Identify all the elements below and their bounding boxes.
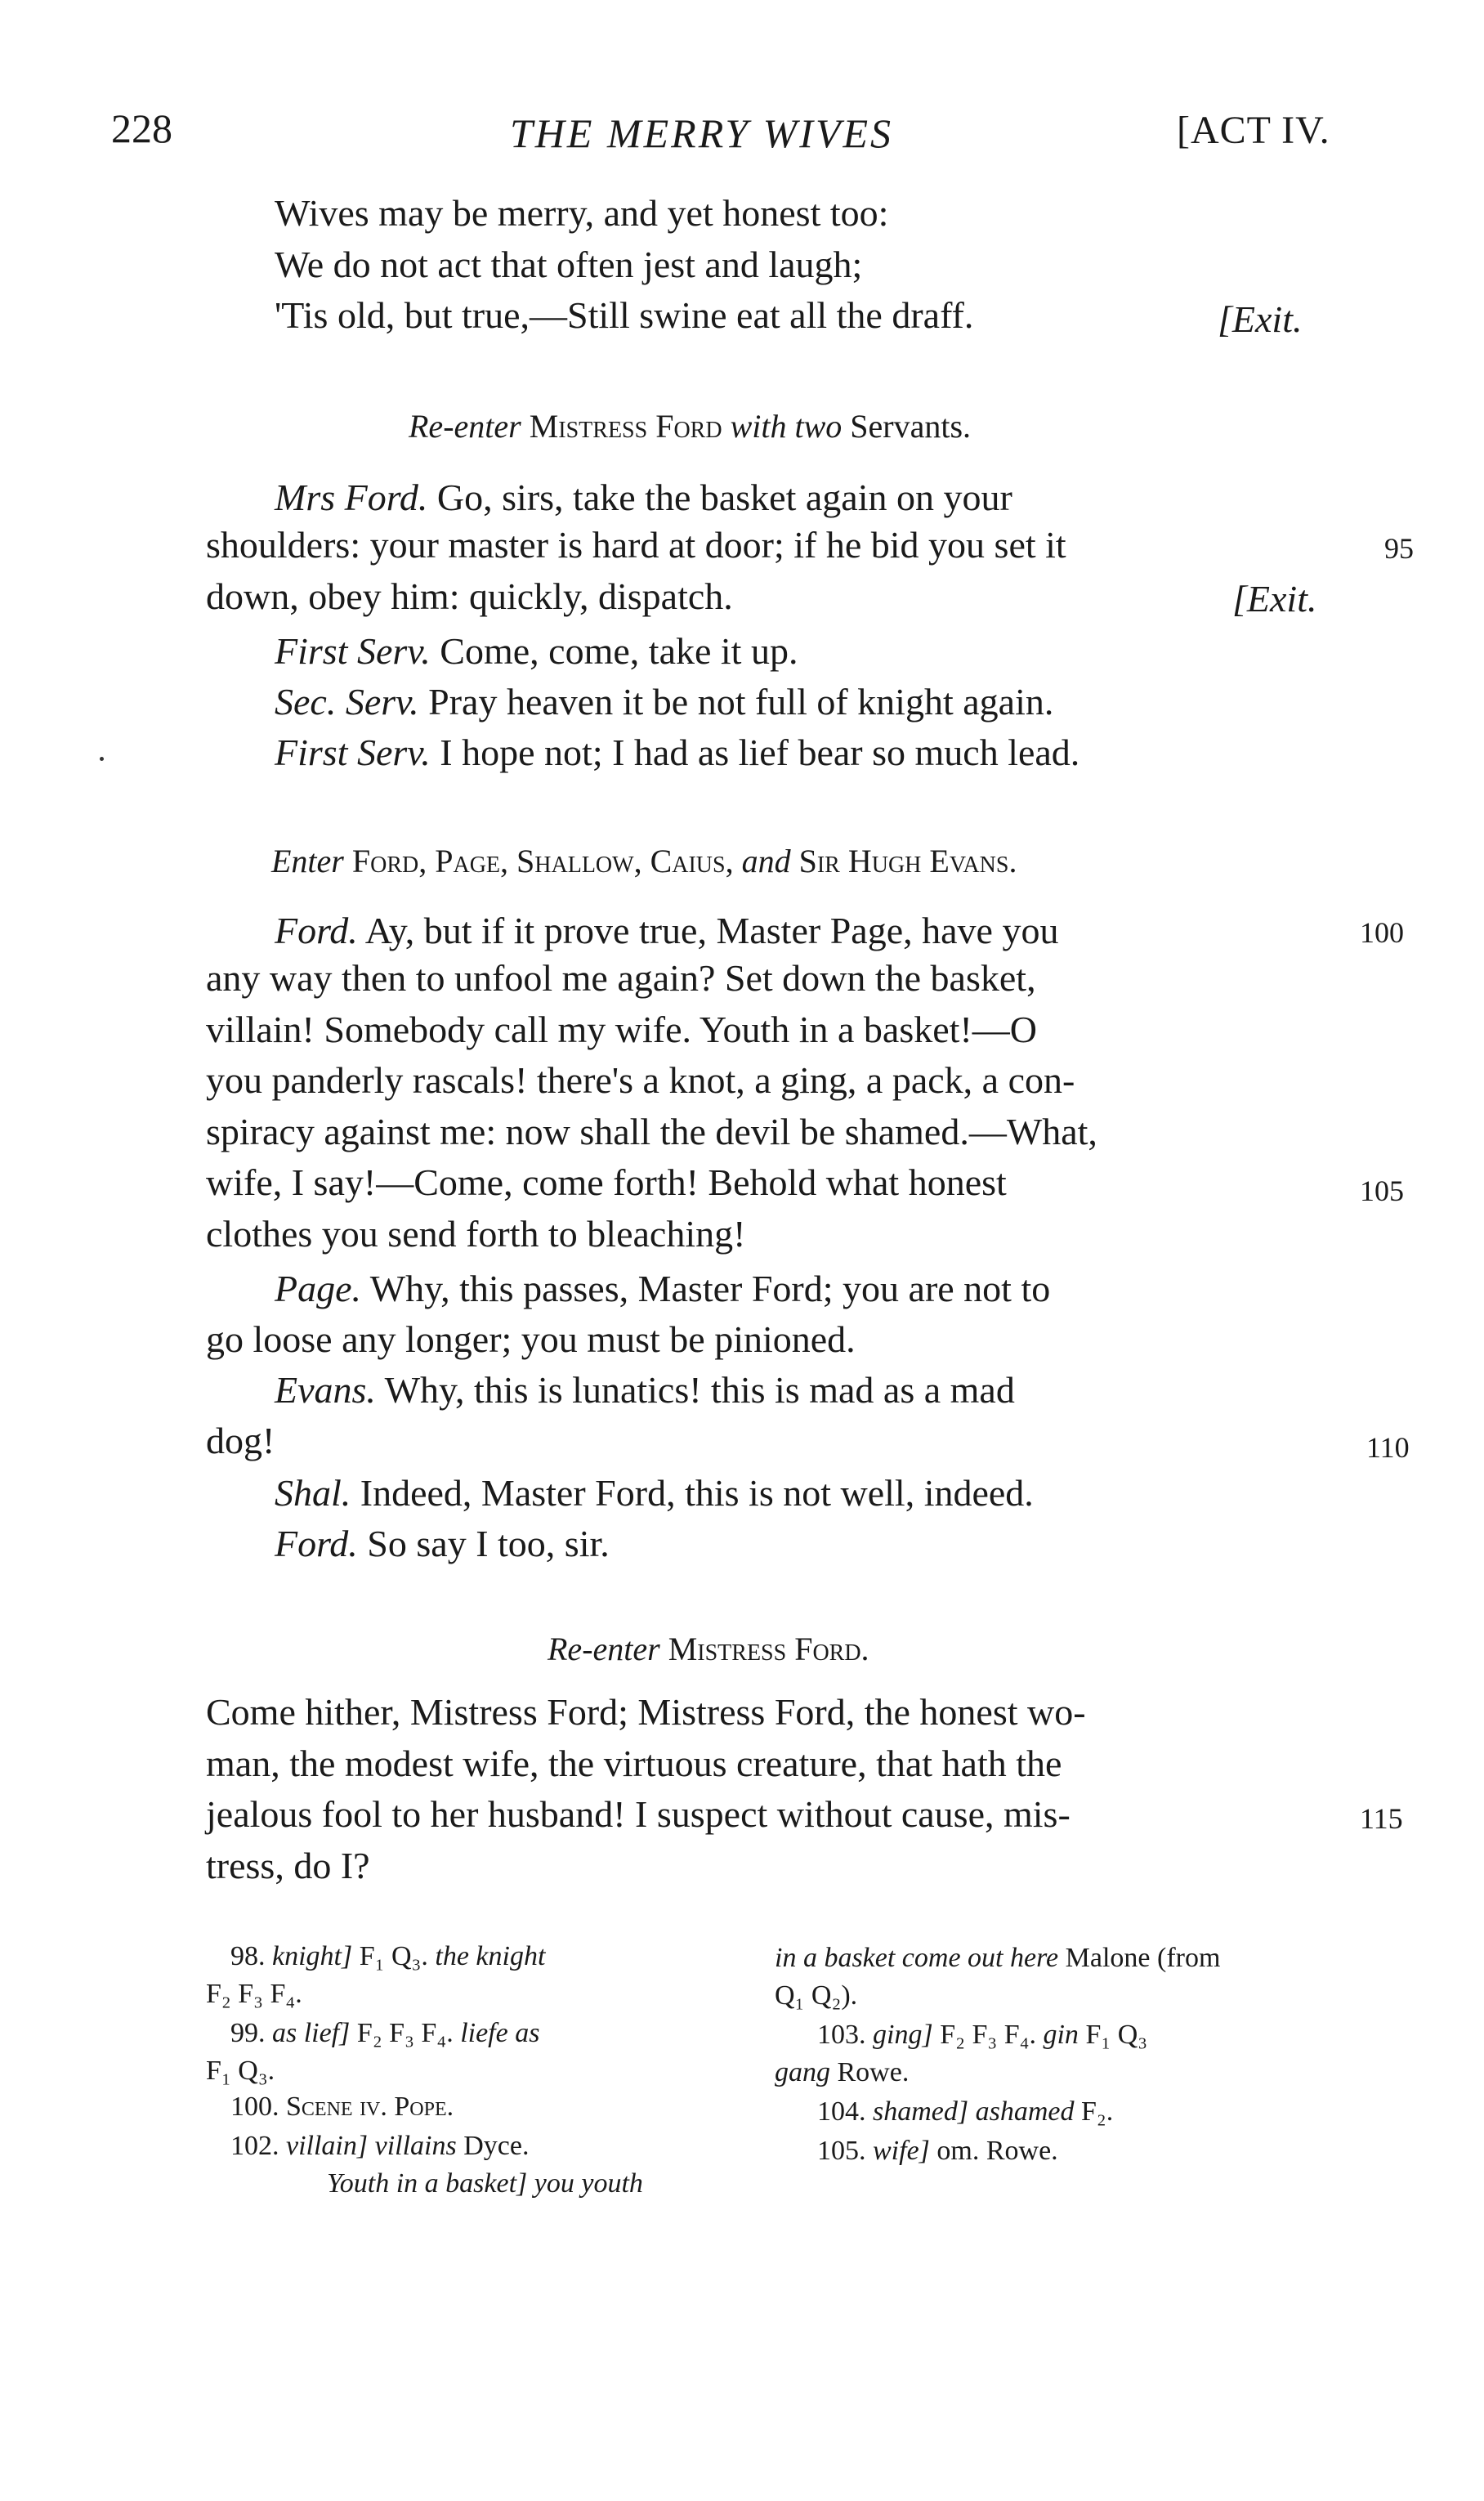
speech-line: down, obey him: quickly, dispatch. xyxy=(206,575,733,617)
stage-direction xyxy=(271,842,1017,880)
verse-line: Wives may be merry, and yet honest too: xyxy=(275,192,889,234)
footnote-lemma: as lief] xyxy=(272,2018,351,2048)
stage-direction xyxy=(409,407,971,445)
footnote-variant: the knight xyxy=(435,1941,546,1971)
speaker-name: Page. xyxy=(275,1268,362,1309)
speech-line xyxy=(275,680,1053,723)
speech-line xyxy=(275,629,798,673)
stage-direction xyxy=(548,1630,869,1668)
footnote-number: 104. xyxy=(817,2096,866,2127)
sd-text: and xyxy=(741,843,791,879)
footnote-number: 99. xyxy=(230,2018,266,2048)
footnote-103 xyxy=(817,2017,1147,2053)
footnote-99-cont: F₁ Q₃. xyxy=(206,2056,275,2086)
sd-character: Mistress Ford xyxy=(529,408,722,445)
footnote-source: F₁ Q₃ xyxy=(1085,2020,1148,2050)
footnote-number: 98. xyxy=(230,1941,266,1971)
footnote-variant: ashamed xyxy=(975,2096,1075,2127)
footnote-number: 105. xyxy=(817,2136,866,2166)
footnote-102 xyxy=(230,2128,529,2164)
footnote-99 xyxy=(230,2016,539,2051)
footnote-lemma: knight] xyxy=(272,1941,353,1971)
speech-continuation xyxy=(206,526,1066,629)
footnote-source: Dyce. xyxy=(463,2131,530,2161)
sd-character: Mistress Ford. xyxy=(668,1631,869,1667)
footnote-102-cont-source: Q₁ Q₂). xyxy=(775,1980,858,2011)
speech-line: spiracy against me: now shall the devil be shamed.—What, xyxy=(206,1110,1097,1152)
footnote-102-cont xyxy=(327,2166,643,2202)
line-number: 115 xyxy=(1360,1802,1403,1835)
footnote-lemma: ging] xyxy=(873,2020,933,2050)
footnote-source: Rowe. xyxy=(837,2057,910,2087)
footnote-number: 102. xyxy=(230,2131,279,2161)
speech-line: you panderly rascals! there's a knot, a ging, a pack, a con- xyxy=(206,1059,1075,1101)
footnote-102-cont-right xyxy=(775,1940,1220,1976)
footnote-lemma: Youth in a basket] xyxy=(327,2168,528,2199)
speech-line: clothes you send forth to bleaching! xyxy=(206,1212,746,1255)
footnote-lemma: villain] xyxy=(286,2131,369,2161)
speech-first-line xyxy=(275,1368,1015,1412)
speech-line: any way then to unfool me again? Set down the basket, xyxy=(206,957,1036,999)
speaker-name: First Serv. xyxy=(275,732,431,773)
verse-line: We do not act that often jest and laugh; xyxy=(275,243,863,285)
speech-continuation xyxy=(206,1693,1086,1898)
speech-line: go loose any longer; you must be pinioned. xyxy=(206,1318,856,1360)
speech-line: jealous fool to her husband! I suspect without cause, mis- xyxy=(206,1793,1071,1835)
speech-text: Why, this passes, Master Ford; you are not to xyxy=(369,1268,1051,1309)
page-number: 228 xyxy=(111,105,172,151)
sd-text: Servants. xyxy=(850,408,972,445)
speech-line xyxy=(275,1522,610,1565)
footnote-104 xyxy=(817,2094,1113,2130)
speech-first-line xyxy=(275,909,1058,952)
line-number: 110 xyxy=(1366,1431,1410,1464)
footnote-98-cont: F₂ F₃ F₄. xyxy=(206,1979,302,2009)
speaker-name: First Serv. xyxy=(275,630,431,672)
speaker-name: Ford. xyxy=(275,1523,358,1564)
footnote-variant: gang xyxy=(775,2057,830,2087)
speaker-name: Evans. xyxy=(275,1369,376,1411)
footnote-lemma: wife] xyxy=(873,2136,930,2166)
speech-text: I hope not; I had as lief bear so much lead. xyxy=(440,732,1080,773)
speaker-name: Shal. xyxy=(275,1472,351,1514)
speech-line xyxy=(275,1471,1034,1514)
sd-text: with two xyxy=(730,408,843,445)
footnote-variant: gin xyxy=(1043,2020,1079,2050)
footnote-source: F₁ Q₃. xyxy=(359,1941,428,1971)
speech-line: wife, I say!—Come, come forth! Behold what honest xyxy=(206,1161,1007,1203)
sd-verb: Enter xyxy=(271,843,344,879)
footnote-text: Scene iv. Pope. xyxy=(286,2092,454,2122)
speech-text: So say I too, sir. xyxy=(367,1523,610,1564)
sd-character: Sir Hugh Evans. xyxy=(798,843,1017,879)
sd-character: Ford, Page, Shallow, Caius, xyxy=(351,843,734,879)
speech-first-line xyxy=(275,476,1012,519)
footnote-source: F₂ F₃ F₄. xyxy=(356,2018,454,2048)
speech-line: dog! xyxy=(206,1420,275,1461)
footnote-source: F₂ F₃ F₄. xyxy=(940,2020,1036,2050)
act-label: [ACT IV. xyxy=(1177,109,1330,152)
speech-first-line xyxy=(275,1267,1050,1310)
line-number: 100 xyxy=(1360,916,1404,949)
speech-text: Indeed, Master Ford, this is not well, indeed. xyxy=(360,1472,1034,1514)
verse-block xyxy=(275,192,974,348)
footnote-lemma: shamed] xyxy=(873,2096,969,2127)
speech-text: Come, come, take it up. xyxy=(440,630,798,672)
sd-verb: Re-enter xyxy=(409,408,521,445)
speech-text: Pray heaven it be not full of knight again. xyxy=(428,681,1054,723)
footnote-variant: in a basket come out here xyxy=(775,1943,1059,1973)
speech-line: shoulders: your master is hard at door; if he bid you set it xyxy=(206,524,1066,566)
speech-continuation xyxy=(206,957,1097,1266)
footnote-source: om. Rowe. xyxy=(936,2136,1058,2166)
speech-line: villain! Somebody call my wife. Youth in a basket!—O xyxy=(206,1008,1037,1050)
speaker-name: Sec. Serv. xyxy=(275,681,419,723)
speech-text: Go, sirs, take the basket again on your xyxy=(436,476,1012,518)
stray-mark xyxy=(100,757,104,761)
speech-text: Why, this is lunatics! this is mad as a mad xyxy=(384,1369,1015,1411)
line-number: 105 xyxy=(1360,1174,1404,1207)
speaker-name: Mrs Ford. xyxy=(275,476,428,518)
footnote-source: Malone (from xyxy=(1065,1943,1221,1973)
footnote-105 xyxy=(817,2133,1058,2169)
running-title: THE MERRY WIVES xyxy=(510,110,894,156)
speech-line xyxy=(275,731,1079,774)
footnote-98 xyxy=(230,1939,545,1975)
sd-verb: Re-enter xyxy=(548,1631,660,1667)
speech-line: Come hither, Mistress Ford; Mistress Ford, the honest wo- xyxy=(206,1691,1086,1733)
speech-line: man, the modest wife, the virtuous creature, that hath the xyxy=(206,1742,1062,1784)
speech-line: tress, do I? xyxy=(206,1844,370,1886)
footnote-source: F₂. xyxy=(1081,2096,1114,2127)
exit-direction: [Exit. xyxy=(1218,298,1303,340)
footnote-103-cont xyxy=(775,2055,909,2091)
line-number: 95 xyxy=(1384,532,1414,565)
exit-direction: [Exit. xyxy=(1232,578,1317,620)
footnote-number: 103. xyxy=(817,2020,866,2050)
footnote-100 xyxy=(230,2089,454,2125)
footnote-variant: you youth xyxy=(534,2168,643,2199)
speaker-name: Ford. xyxy=(275,910,358,951)
footnote-variant: liefe as xyxy=(460,2018,540,2048)
footnote-number: 100. xyxy=(230,2092,279,2122)
verse-line: 'Tis old, but true,—Still swine eat all the draff. xyxy=(275,294,974,336)
speech-text: Ay, but if it prove true, Master Page, have you xyxy=(364,910,1059,951)
footnote-variant: villains xyxy=(374,2131,457,2161)
